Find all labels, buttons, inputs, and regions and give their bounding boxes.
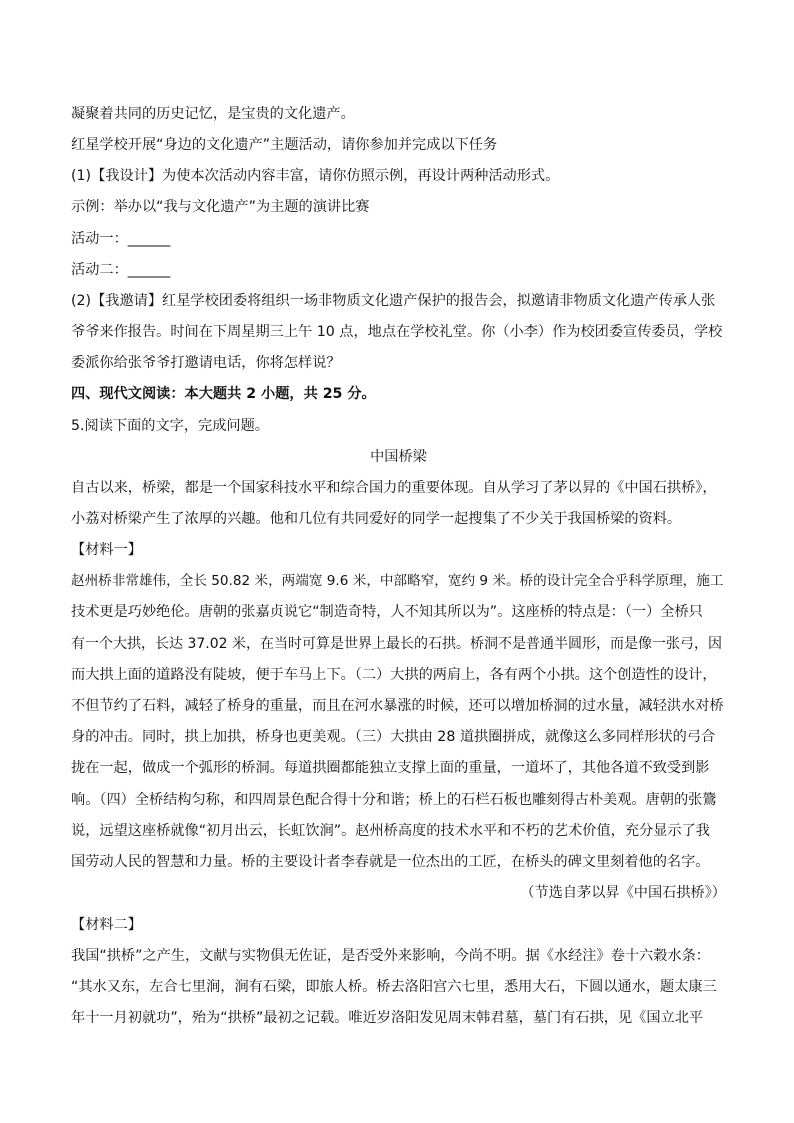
text-line: 有一个大拱，长达 37.02 米，在当时可算是世界上最长的石拱。桥洞不是普通半圆形，而是像一张弓，因 bbox=[71, 636, 722, 652]
text-line: 我国“拱桥”之产生，文献与实物俱无佐证，是否受外来影响，今尚不明。据《水经注》卷十六穀水条： bbox=[71, 948, 710, 964]
text-line: 凝聚着共同的历史记忆，是宝贵的文化遗产。 bbox=[71, 106, 355, 122]
question-2: (2)【我邀请】红星学校团委将组织一场非物质文化遗产保护的报告会，拟邀请非物质文化遗产传承人张 bbox=[71, 293, 716, 309]
text-line: 自古以来，桥梁，都是一个国家科技水平和综合国力的重要体现。自从学习了茅以昇的《中国石拱桥》， bbox=[71, 480, 717, 496]
source-citation: （节选自茅以昇《中国石拱桥》） bbox=[520, 885, 726, 901]
text-line: 不但节约了石料，减轻了桥身的重量，而且在河水暴涨的时候，还可以增加桥洞的过水量，减轻洪水对桥 bbox=[71, 698, 724, 714]
text-line: 小荔对桥梁产生了浓厚的兴趣。他和几位有共同爱好的同学一起搜集了不少关于我国桥梁的资料。 bbox=[71, 511, 682, 527]
text-line: 爷爷来作报告。时间在下周星期三上午 10 点，地点在学校礼堂。你（小李）作为校团委宣传委员，学校 bbox=[71, 324, 723, 340]
text-line: 技术更是巧妙绝伦。唐朝的张嘉贞说它“制造奇特，人不知其所以为”。这座桥的特点是：（一）全桥只 bbox=[71, 604, 703, 620]
text-line: 说，远望这座桥就像“初月出云，长虹饮涧”。赵州桥高度的技术水平和不朽的艺术价值，充分显示了我 bbox=[71, 823, 710, 839]
text-line: “其水又东，左合七里涧，涧有石梁，即旅人桥。桥去洛阳宫六七里，悉用大石，下圆以通水，题太康三 bbox=[71, 979, 717, 995]
material-2-heading: 【材料二】 bbox=[71, 917, 142, 933]
text-line: 而大拱上面的道路没有陡坡，便于车马上下。（二）大拱的两肩上，各有两个小拱。这个创造性的设计， bbox=[71, 667, 717, 683]
text-line: 年十一月初就功”，殆为“拱桥”最初之记载。唯近岁洛阳发见周末韩君墓，墓门有石拱，见《国立北平 bbox=[71, 1010, 704, 1026]
section-heading: 四、现代文阅读：本大题共 2 小题，共 25 分。 bbox=[71, 386, 376, 402]
activity-1-blank: 活动一：______ bbox=[71, 231, 171, 247]
text-line: 赵州桥非常雄伟，全长 50.82 米，两端宽 9.6 米，中部略窄，宽约 9 米。桥的设计完全合乎科学原理，施工 bbox=[71, 573, 724, 589]
text-line: 拢在一起，做成一个弧形的桥洞。每道拱圈都能独立支撑上面的重量，一道坏了，其他各道不致受到影 bbox=[71, 760, 710, 776]
text-line: 响。（四）全桥结构匀称，和四周景色配合得十分和谐；桥上的石栏石板也雕刻得古朴美观。唐朝的张鷟 bbox=[71, 792, 717, 808]
material-1-heading: 【材料一】 bbox=[71, 542, 142, 558]
text-line: 身的冲击。同时，拱上加拱，桥身也更美观。（三）大拱由 28 道拱圈拼成，就像这么多同样形状的弓合 bbox=[71, 729, 716, 745]
example-line: 示例：举办以“我与文化遗产”为主题的演讲比赛 bbox=[71, 199, 370, 215]
text-line: 国劳动人民的智慧和力量。桥的主要设计者李春就是一位杰出的工匠，在桥头的碑文里刻着他的名字。 bbox=[71, 854, 710, 870]
article-title: 中国桥梁 bbox=[370, 449, 427, 465]
question-1: (1)【我设计】为使本次活动内容丰富，请你仿照示例，再设计两种活动形式。 bbox=[71, 168, 560, 184]
activity-2-blank: 活动二：______ bbox=[71, 262, 171, 278]
text-line: 委派你给张爷爷打邀请电话，你将怎样说？ bbox=[71, 355, 341, 371]
text-line: 红星学校开展“身边的文化遗产”主题活动，请你参加并完成以下任务 bbox=[71, 137, 498, 153]
question-5: 5.阅读下面的文字，完成问题。 bbox=[71, 418, 269, 434]
